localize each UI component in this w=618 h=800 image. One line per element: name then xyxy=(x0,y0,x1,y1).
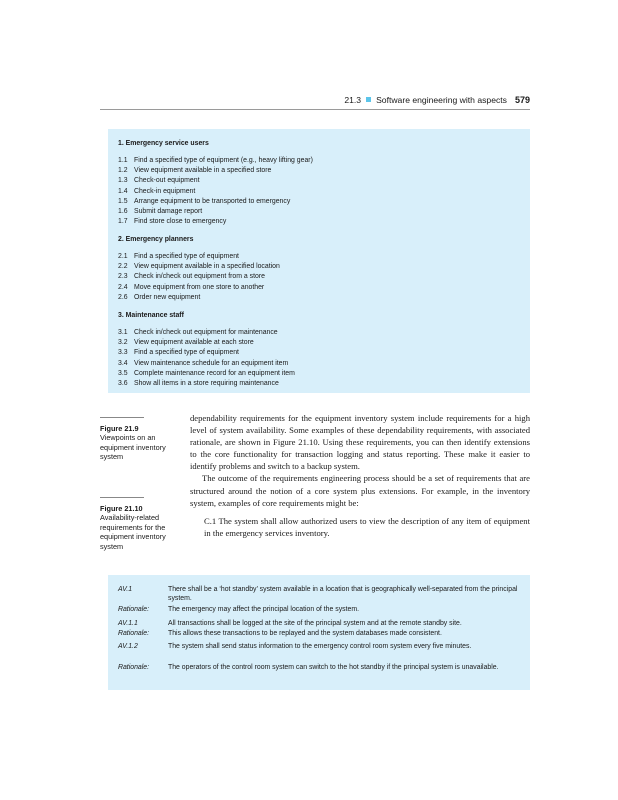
list-item: 3.2 View equipment available at each store xyxy=(118,339,254,347)
list-item: 3.4 View maintenance schedule for an equipment item xyxy=(118,359,289,367)
list-item: 1.3 Check-out equipment xyxy=(118,177,200,185)
requirement-text: The operators of the control room system can switch to the hot standby if the principal system is unavailable. xyxy=(168,664,499,671)
list-item: 2.6 Order new equipment xyxy=(118,293,201,301)
list-item: 2.1 Find a specified type of equipment xyxy=(118,253,239,260)
page-number: 579 xyxy=(514,95,530,105)
viewpoint-heading: 3. Maintenance staff xyxy=(118,312,184,319)
running-header xyxy=(100,95,530,110)
viewpoint-heading: 2. Emergency planners xyxy=(118,236,194,243)
section-number: 21.3 xyxy=(344,95,362,105)
figure-21-10-caption xyxy=(100,497,182,551)
list-item: 1.7 Find store close to emergency xyxy=(118,218,227,226)
requirement-text: The emergency may affect the principal location of the system. xyxy=(168,606,359,613)
figure-21-9-caption xyxy=(100,417,182,462)
list-item: 2.2 View equipment available in a specified location xyxy=(118,263,280,271)
caption-rule xyxy=(100,497,144,498)
section-title: Software engineering with aspects xyxy=(376,95,507,105)
list-item: 3.5 Complete maintenance record for an equipment item xyxy=(118,369,295,377)
requirement-label: AV.1.1 xyxy=(118,620,138,627)
list-item: 2.4 Move equipment from one store to another xyxy=(118,283,265,291)
viewpoint-heading: 1. Emergency service users xyxy=(118,140,209,147)
figure-caption-text: Availability-related requirements for the equipment inventory system xyxy=(100,513,166,551)
viewpoints-figure-box xyxy=(108,129,530,393)
list-item: 1.4 Check-in equipment xyxy=(118,187,196,195)
requirement-text: All transactions shall be logged at the site of the principal system and at the remote standby site. xyxy=(168,620,462,627)
requirement-label: AV.1.2 xyxy=(118,643,138,650)
list-item: 3.6 Show all items in a store requiring maintenance xyxy=(118,379,279,387)
requirement-label: AV.1 xyxy=(118,586,133,593)
caption-rule xyxy=(100,417,144,418)
list-item: 1.6 Submit damage report xyxy=(118,207,203,215)
requirement-label: Rationale: xyxy=(118,606,150,613)
square-bullet-icon xyxy=(366,97,371,102)
availability-requirements-box xyxy=(108,575,530,690)
paragraph: dependability requirements for the equipment inventory system include requirements for a high level of system availability. Some examples of these dependability requirements, with associated rationale, are shown in Figure 21.10. Using these requirements, you can then identify extensions to the core functionality for transaction logging and status reporting. These make it easier to identify problems and switch to a backup system. xyxy=(190,413,530,472)
list-item: 3.3 Find a specified type of equipment xyxy=(118,349,239,357)
core-requirement: C.1 The system shall allow authorized users to view the description of any item of equipment in the emergency services inventory. xyxy=(204,515,530,538)
viewpoint-section xyxy=(118,312,295,389)
figure-label: Figure 21.10 xyxy=(100,504,143,513)
list-item: 1.5 Arrange equipment to be transported to emergency xyxy=(118,197,291,205)
requirement-text: The system shall send status information to the emergency control room system every five minutes. xyxy=(168,643,472,650)
requirement-text: This allows these transactions to be replayed and the system databases made consistent. xyxy=(168,630,442,637)
figure-caption-text: Viewpoints on an equipment inventory system xyxy=(100,433,166,462)
body-text xyxy=(190,412,530,539)
list-item: 1.1 Find a specified type of equipment (e.g., heavy lifting gear) xyxy=(118,157,313,164)
list-item: 3.1 Check in/check out equipment for maintenance xyxy=(118,329,278,336)
list-item: 1.2 View equipment available in a specified store xyxy=(118,167,272,175)
paragraph: The outcome of the requirements engineering process should be a set of requirements that are structured around the notion of a core system plus extensions. For example, in the inventory system, examples of core requirements might be: xyxy=(190,473,530,508)
viewpoint-section xyxy=(118,140,313,227)
requirement-text: There shall be a ‘hot standby’ system available in a location that is geographically well-separated from the principal system. xyxy=(168,586,518,603)
figure-label: Figure 21.9 xyxy=(100,424,139,433)
requirement-label: Rationale: xyxy=(118,630,150,637)
viewpoint-section xyxy=(118,236,280,303)
list-item: 2.3 Check in/check out equipment from a store xyxy=(118,273,265,281)
requirement-label: Rationale: xyxy=(118,664,150,671)
